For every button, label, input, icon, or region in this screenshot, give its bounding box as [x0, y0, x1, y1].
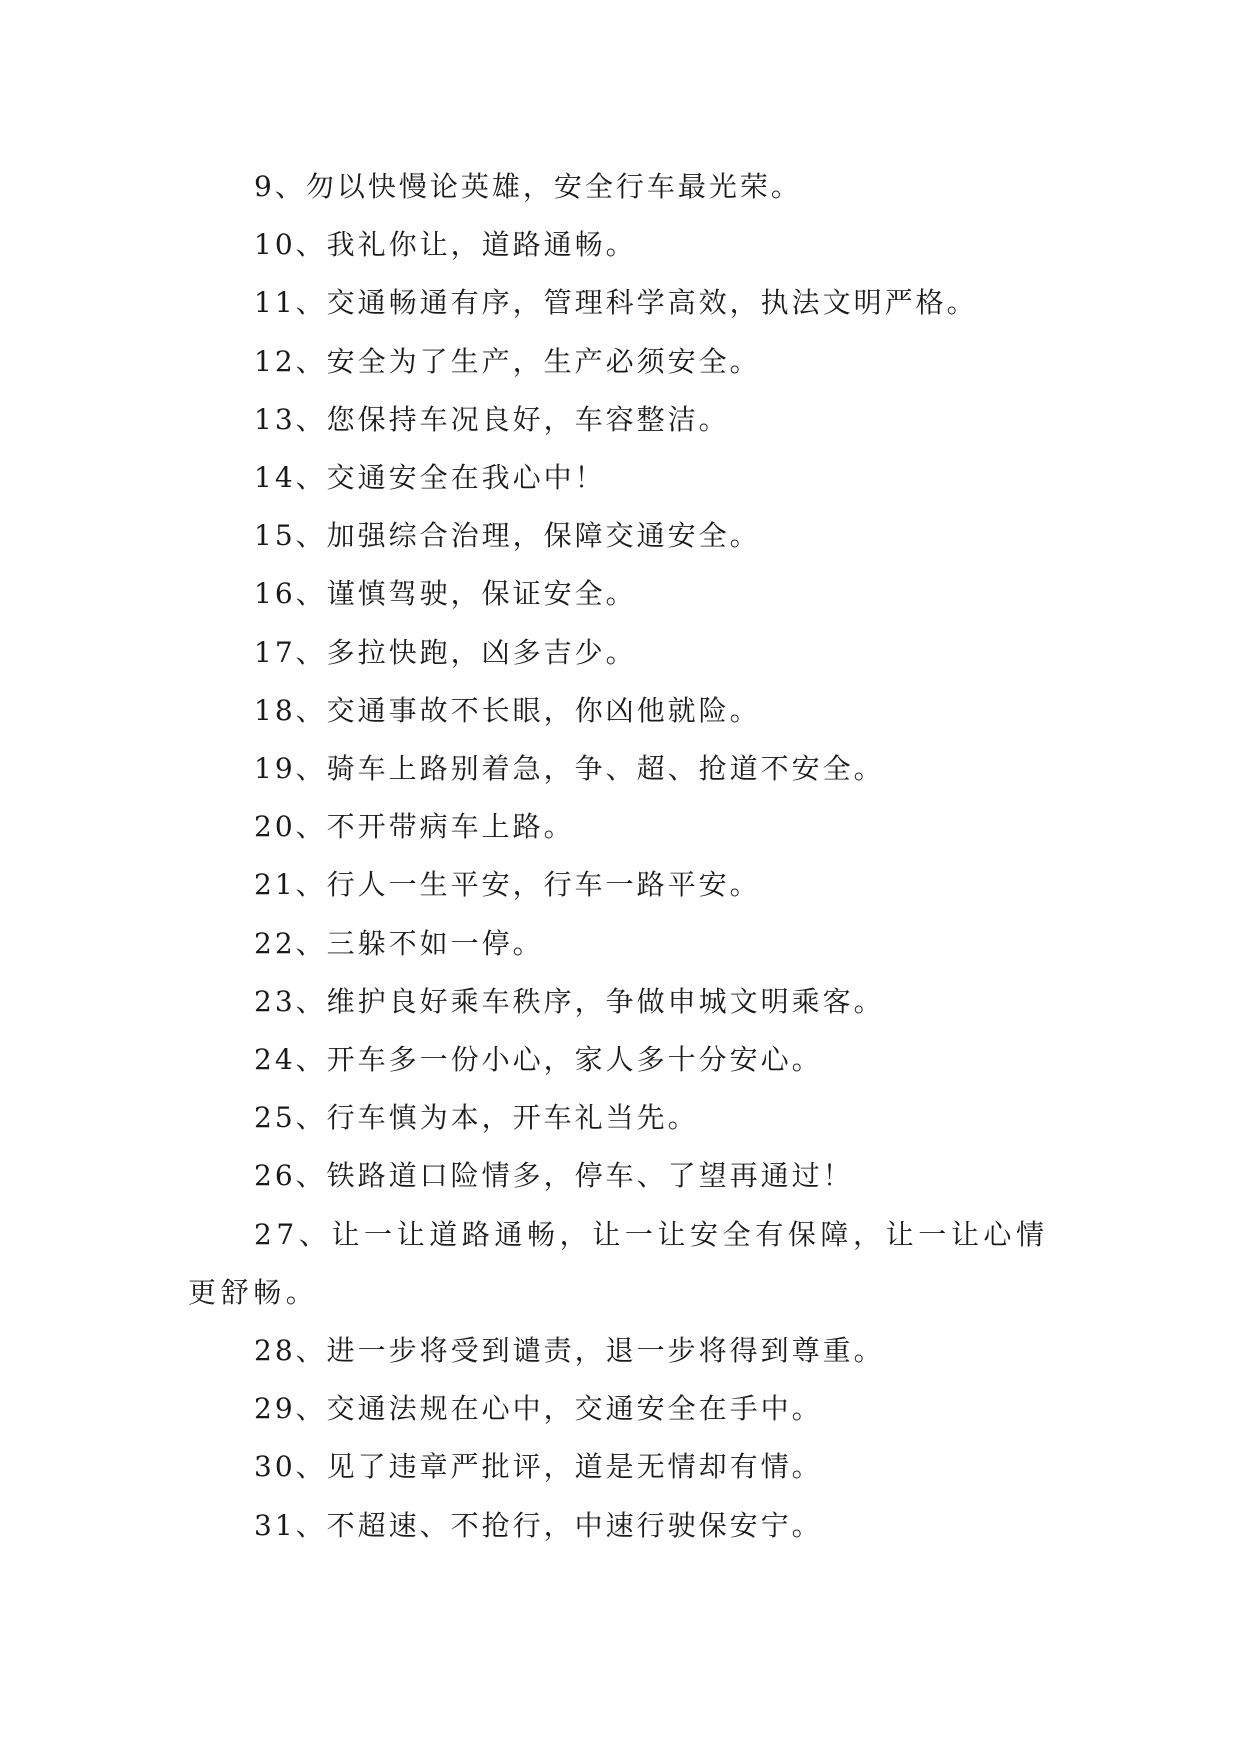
list-item: 16、谨慎驾驶，保证安全。 [254, 577, 637, 611]
list-item: 10、我礼你让，道路通畅。 [254, 228, 637, 262]
list-item: 21、行人一生平安，行车一路平安。 [254, 868, 761, 902]
list-item: 25、行车慎为本，开车礼当先。 [254, 1101, 699, 1135]
list-item: 13、您保持车况良好，车容整洁。 [254, 402, 730, 436]
slogan-list [188, 158, 1058, 1555]
list-item: 9、勿以快慢论英雄，安全行车最光荣。 [254, 170, 802, 203]
list-item: 20、不开带病车上路。 [254, 810, 575, 844]
list-item: 30、见了违章严批评，道是无情却有情。 [254, 1450, 823, 1484]
list-item: 24、开车多一份小心，家人多十分安心。 [254, 1043, 823, 1077]
list-item: 18、交通事故不长眼，你凶他就险。 [254, 693, 761, 727]
list-item: 29、交通法规在心中，交通安全在手中。 [254, 1392, 823, 1426]
list-item: 19、骑车上路别着急，争、超、抢道不安全。 [254, 752, 885, 786]
list-item: 28、进一步将受到谴责，退一步将得到尊重。 [254, 1334, 885, 1368]
list-item: 23、维护良好乘车秩序，争做申城文明乘客。 [254, 984, 885, 1018]
list-item: 31、不超速、不抢行，中速行驶保安宁。 [254, 1508, 823, 1542]
list-item: 12、安全为了生产，生产必须安全。 [254, 344, 761, 378]
list-item: 17、多拉快跑，凶多吉少。 [254, 635, 637, 669]
list-item: 22、三躲不如一停。 [254, 926, 544, 960]
list-item: 27、让一让道路通畅，让一让安全有保障，让一让心情更舒畅。 [188, 1217, 1049, 1309]
list-item: 15、加强综合治理，保障交通安全。 [254, 519, 761, 553]
list-item: 14、交通安全在我心中！ [254, 461, 606, 495]
list-item: 26、铁路道口险情多，停车、了望再通过！ [254, 1159, 854, 1193]
list-item: 11、交通畅通有序，管理科学高效，执法文明严格。 [254, 286, 978, 320]
